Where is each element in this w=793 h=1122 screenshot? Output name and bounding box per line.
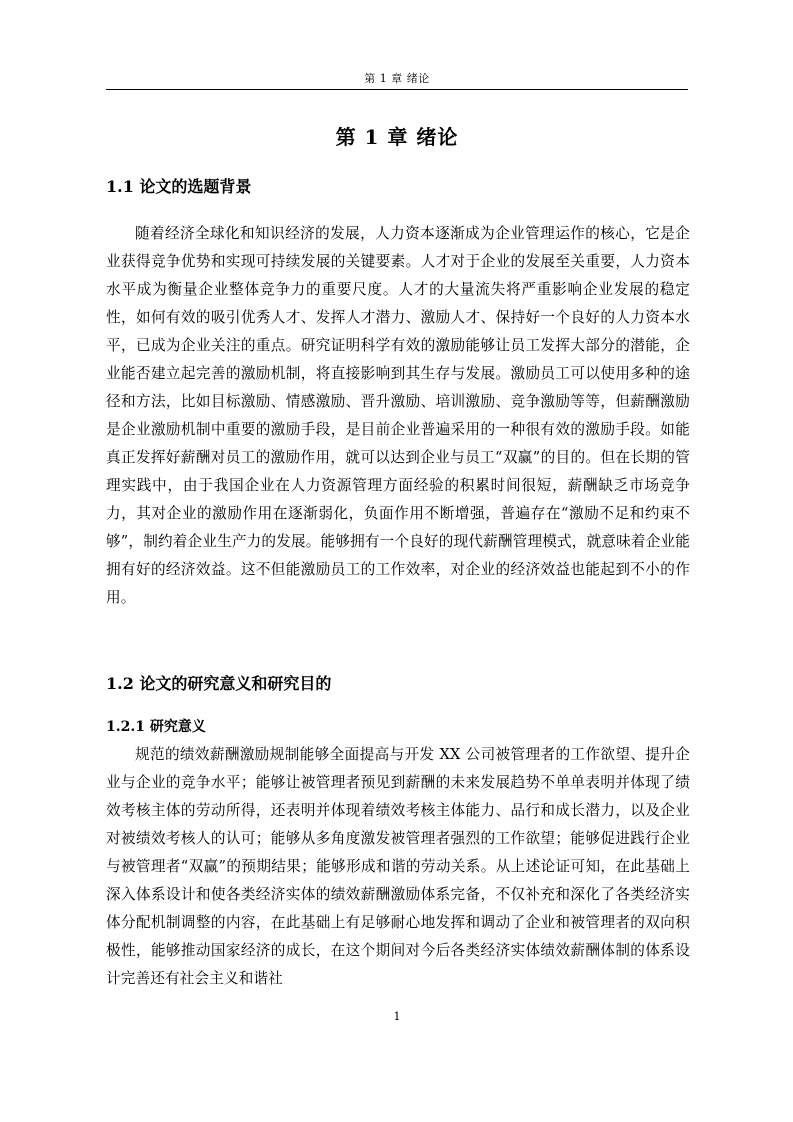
section-heading-1-1: 1.1 论文的选题背景	[106, 177, 252, 196]
subsection-heading-1-2-1: 1.2.1 研究意义	[106, 719, 206, 735]
section-heading-1-2: 1.2 论文的研究意义和研究目的	[106, 674, 332, 693]
page-number: 1	[393, 1010, 401, 1023]
header-rule	[106, 89, 688, 90]
paragraph-selection-background: 随着经济全球化和知识经济的发展，人力资本逐渐成为企业管理运作的核心，它是企业获得竞争优势和实现可持续发展的关键要素。人才对于企业的发展至关重要，人力资本水平成为衡量企业整体竞争力的重要尺度。人才的大量流失将严重影响企业发展的稳定性，如何有效的吸引优秀人才、发挥人才潜力、激励人才、保持好一个良好的人力资本水平，已成为企业关注的重点。研究证明科学有效的激励能够让员工发挥大部分的潜能，企业能否建立起完善的激励机制，将直接影响到其生存与发展。激励员工可以使用多种的途径和方法，比如目标激励、情感激励、晋升激励、培训激励、竞争激励等等，但薪酬激励是企业激励机制中重要的激励手段，是目前企业普遍采用的一种很有效的激励手段。如能真正发挥好薪酬对员工的激励作用，就可以达到企业与员工“双赢”的目的。但在长期的管理实践中，由于我国企业在人力资源管理方面经验的积累时间很短，薪酬缺乏市场竞争力，其对企业的激励作用在逐渐弱化，负面作用不断增强，普遍存在“激励不足和约束不够”，制约着企业生产力的发展。能够拥有一个良好的现代薪酬管理模式，就意味着企业能拥有好的经济效益。这不但能激励员工的工作效率，对企业的经济效益也能起到不小的作用。	[106, 225, 690, 606]
paragraph-research-significance: 规范的绩效薪酬激励规制能够全面提高与开发 XX 公司被管理者的工作欲望、提升企业与企业的竞争水平；能够让被管理者预见到薪酬的未来发展趋势不单单表明并体现了绩效考核主体的劳动所得，还表明并体现着绩效考核主体能力、品行和成长潜力，以及企业对被绩效考核人的认可；能够从多角度激发被管理者强烈的工作欲望；能够促进践行企业与被管理者“双赢”的预期结果；能够形成和谐的劳动关系。从上述论证可知，在此基础上深入体系设计和使各类经济实体的绩效薪酬激励体系完备，不仅补充和深化了各类经济实体分配机制调整的内容，在此基础上有足够耐心地发挥和调动了企业和被管理者的双向积极性，能够推动国家经济的成长，在这个期间对今后各类经济实体绩效薪酬体制的体系设计完善还有社会主义和谐社	[106, 746, 690, 987]
chapter-title: 第 1 章 绪论	[335, 125, 459, 149]
running-header: 第 1 章 绪论	[364, 72, 430, 85]
